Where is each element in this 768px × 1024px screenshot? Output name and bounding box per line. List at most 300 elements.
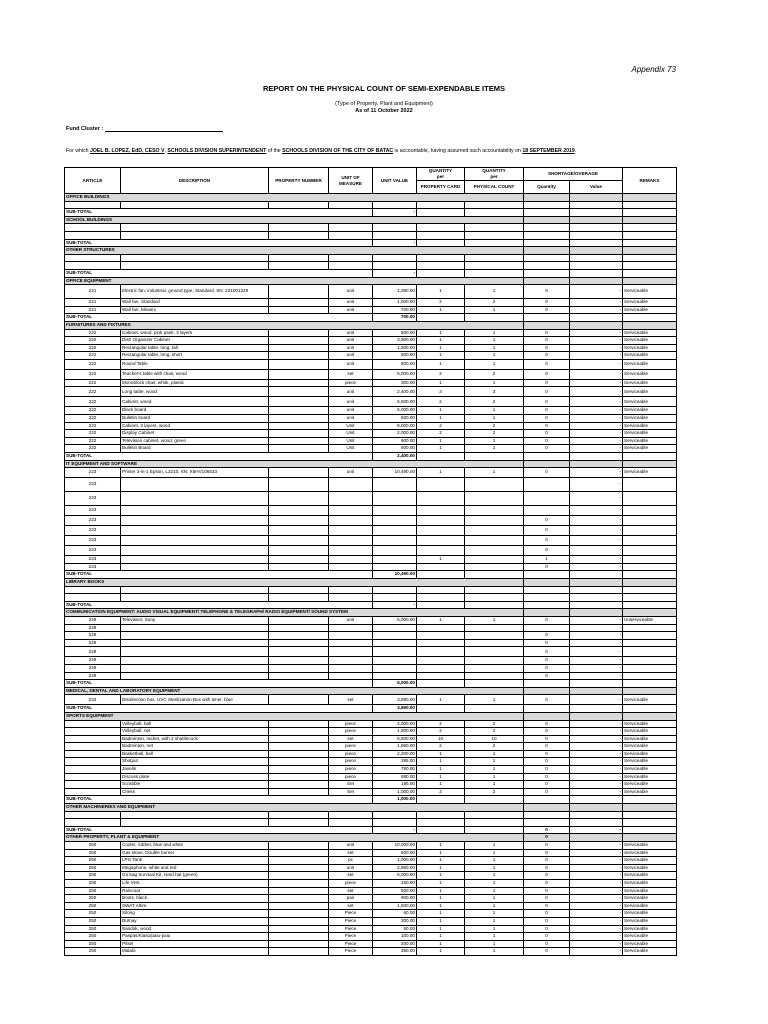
qty-count-cell: [465, 556, 524, 564]
unit-value-cell: 500.00: [373, 415, 417, 423]
remarks-cell: Serviceable: [623, 917, 677, 925]
unit-value-cell: [373, 657, 417, 665]
table-row: [65, 887, 677, 895]
shortage-qty-cell: [524, 601, 570, 609]
foreword-text: ,: [164, 148, 168, 154]
table-row: [65, 728, 677, 736]
table-row: [65, 735, 677, 743]
remarks-cell: Serviceable: [623, 902, 677, 910]
qty-card-cell: [417, 506, 465, 516]
property-number-cell: [269, 337, 329, 345]
subtotal-label: SUB-TOTAL: [65, 571, 373, 579]
category-label: OFFICE BUILDINGS: [65, 194, 524, 202]
description-cell: Raincoat: [121, 887, 269, 895]
shortage-qty-cell: 0: [524, 285, 570, 299]
category-label: SPORTS EQUIPMENT: [65, 712, 524, 720]
qty-card-cell: [417, 536, 465, 546]
qty-count-cell: [465, 492, 524, 506]
empty-cell: [623, 834, 677, 842]
property-number-cell: [269, 672, 329, 680]
unit-value-cell: 1,000.00: [373, 788, 417, 796]
shortage-value-cell: -: [570, 788, 623, 796]
unit-cell: piece: [329, 766, 373, 774]
unit-value-cell: 5,000.00: [373, 872, 417, 880]
article-cell: [65, 758, 121, 766]
unit-cell: set: [329, 849, 373, 857]
shortage-qty-cell: 0: [524, 329, 570, 337]
empty-cell: [465, 262, 524, 270]
empty-cell: [465, 209, 524, 217]
unit-value-cell: 5,500.00: [373, 397, 417, 407]
empty-cell: [623, 262, 677, 270]
remarks-cell: [623, 492, 677, 506]
shortage-value-cell: -: [570, 940, 623, 948]
unit-cell: pc: [329, 857, 373, 865]
unit-cell: [329, 664, 373, 672]
article-cell: 229: [65, 616, 121, 624]
property-number-cell: [269, 743, 329, 751]
unit-value-cell: 2,400.00: [373, 387, 417, 397]
remarks-cell: Serviceable: [623, 422, 677, 430]
table-row: [65, 639, 677, 647]
empty-cell: [121, 811, 269, 819]
shortage-qty-cell: 0: [524, 766, 570, 774]
article-cell: 222: [65, 379, 121, 387]
col-property-number: PROPERTY NUMBER: [269, 168, 329, 194]
qty-count-cell: 1: [465, 895, 524, 903]
property-number-cell: [269, 329, 329, 337]
unit-value-cell: 5,000.00: [373, 616, 417, 624]
qty-count-cell: 2: [465, 728, 524, 736]
foreword-text: For which: [66, 148, 90, 154]
qty-card-cell: 1: [417, 948, 465, 956]
table-row: [65, 948, 677, 956]
empty-cell: [570, 460, 623, 468]
shortage-qty-cell: [524, 277, 570, 285]
shortage-qty-cell: 0: [524, 516, 570, 526]
unit-cell: set: [329, 902, 373, 910]
shortage-value-cell: -: [570, 933, 623, 941]
remarks-cell: Serviceable: [623, 887, 677, 895]
remarks-cell: [623, 657, 677, 665]
shortage-qty-cell: 0: [524, 369, 570, 379]
qty-card-cell: [417, 478, 465, 492]
empty-cell: [623, 804, 677, 812]
empty-cell: [570, 216, 623, 224]
category-label: OTHER STRUCTURES: [65, 247, 524, 255]
qty-card-cell: 1: [417, 902, 465, 910]
empty-cell: [465, 680, 524, 688]
unit-cell: unit: [329, 299, 373, 307]
article-cell: [65, 773, 121, 781]
col-article: ARTICLE: [65, 168, 121, 194]
unit-value-cell: 3,900.00: [373, 337, 417, 345]
article-cell: 222: [65, 397, 121, 407]
unit-value-cell: 1,000.00: [373, 299, 417, 307]
shortage-value-cell: [570, 601, 623, 609]
article-cell: 223: [65, 526, 121, 536]
category-row: [65, 247, 677, 255]
shortage-value-cell: -: [570, 849, 623, 857]
qty-card-cell: 2: [417, 369, 465, 379]
shortage-qty-cell: [524, 321, 570, 329]
article-cell: 250: [65, 879, 121, 887]
empty-cell: [623, 586, 677, 594]
unit-cell: [329, 492, 373, 506]
empty-cell: [465, 571, 524, 579]
shortage-qty-cell: 0: [524, 879, 570, 887]
remarks-cell: [623, 516, 677, 526]
table-row: [65, 910, 677, 918]
empty-cell: [623, 216, 677, 224]
qty-count-cell: 1: [465, 887, 524, 895]
qty-card-cell: 1: [417, 842, 465, 850]
shortage-qty-cell: 0: [524, 948, 570, 956]
unit-cell: [329, 672, 373, 680]
unit-cell: unit: [329, 415, 373, 423]
qty-count-cell: 1: [465, 917, 524, 925]
empty-cell: [570, 594, 623, 602]
shortage-qty-cell: 0: [524, 910, 570, 918]
table-row: [65, 872, 677, 880]
empty-cell: [373, 231, 417, 239]
shortage-value-cell: [570, 680, 623, 688]
shortage-qty-cell: 0: [524, 788, 570, 796]
unit-value-cell: 1,960.00: [373, 743, 417, 751]
empty-cell: [623, 687, 677, 695]
qty-card-cell: 10: [417, 735, 465, 743]
empty-cell: [465, 705, 524, 713]
property-number-cell: [269, 902, 329, 910]
empty-cell: [329, 201, 373, 209]
table-row: [65, 478, 677, 492]
empty-cell: [570, 201, 623, 209]
shortage-qty-cell: [524, 712, 570, 720]
qty-card-cell: 1: [417, 556, 465, 564]
category-row: [65, 277, 677, 285]
article-cell: 221: [65, 285, 121, 299]
qty-count-cell: 10: [465, 735, 524, 743]
unit-value-cell: 2,200.00: [373, 750, 417, 758]
unit-cell: [329, 516, 373, 526]
qty-count-cell: 1: [465, 445, 524, 453]
shortage-qty-cell: [524, 460, 570, 468]
table-row: [65, 337, 677, 345]
shortage-qty-cell: 0: [524, 750, 570, 758]
qty-card-cell: 1: [417, 781, 465, 789]
qty-count-cell: 1: [465, 925, 524, 933]
table-row: [65, 536, 677, 546]
qty-card-cell: 1: [417, 910, 465, 918]
shortage-value-cell: -: [570, 664, 623, 672]
qty-count-cell: 2: [465, 299, 524, 307]
category-row: [65, 712, 677, 720]
unit-cell: [329, 624, 373, 632]
qty-card-cell: 1: [417, 887, 465, 895]
unit-cell: Piece: [329, 910, 373, 918]
empty-cell: [465, 201, 524, 209]
shortage-value-cell: [570, 239, 623, 247]
description-cell: Malabi: [121, 948, 269, 956]
remarks-cell: Serviceable: [623, 407, 677, 415]
property-number-cell: [269, 422, 329, 430]
empty-cell: [417, 209, 465, 217]
qty-count-cell: 1: [465, 359, 524, 369]
empty-cell: [417, 269, 465, 277]
article-cell: 223: [65, 506, 121, 516]
shortage-qty-cell: [524, 492, 570, 506]
shortage-qty-cell: 0: [524, 352, 570, 360]
shortage-value-cell: -: [570, 728, 623, 736]
shortage-value-cell: -: [570, 415, 623, 423]
shortage-value-cell: -: [570, 773, 623, 781]
shortage-value-cell: -: [570, 285, 623, 299]
empty-cell: [623, 796, 677, 804]
shortage-qty-cell: 0: [524, 468, 570, 478]
description-cell: Volleyball, net: [121, 728, 269, 736]
remarks-cell: Serviceable: [623, 925, 677, 933]
shortage-value-cell: -: [570, 492, 623, 506]
description-cell: [121, 639, 269, 647]
empty-cell: [623, 314, 677, 322]
table-row: [65, 352, 677, 360]
empty-cell: [373, 201, 417, 209]
table-row: [65, 647, 677, 657]
unit-value-cell: 10,000.00: [373, 842, 417, 850]
qty-count-cell: 2: [465, 369, 524, 379]
qty-count-cell: 1: [465, 695, 524, 705]
empty-cell: [623, 705, 677, 713]
shortage-qty-cell: [524, 314, 570, 322]
shortage-qty-cell: [524, 579, 570, 587]
article-cell: 222: [65, 445, 121, 453]
qty-count-cell: [465, 526, 524, 536]
unit-cell: unit: [329, 842, 373, 850]
empty-cell: [373, 224, 417, 232]
shortage-qty-cell: [524, 209, 570, 217]
qty-count-cell: 1: [465, 616, 524, 624]
article-cell: 233: [65, 695, 121, 705]
qty-count-cell: 3: [465, 387, 524, 397]
empty-cell: [623, 453, 677, 461]
shortage-qty-cell: [524, 796, 570, 804]
shortage-qty-cell: 0: [524, 397, 570, 407]
qty-card-cell: [417, 492, 465, 506]
description-cell: Rectangular table, long, tall: [121, 344, 269, 352]
unit-cell: piece: [329, 758, 373, 766]
article-cell: 250: [65, 864, 121, 872]
qty-count-cell: 1: [465, 766, 524, 774]
report-subtitle: (Type of Property, Plant and Equipment): [335, 101, 433, 107]
empty-cell: [623, 712, 677, 720]
article-cell: 222: [65, 415, 121, 423]
property-number-cell: [269, 468, 329, 478]
unit-value-cell: 680.00: [373, 773, 417, 781]
subtotal-value: -: [373, 209, 417, 217]
property-number-cell: [269, 624, 329, 632]
unit-value-cell: [373, 478, 417, 492]
qty-count-cell: 2: [465, 397, 524, 407]
property-number-cell: [269, 758, 329, 766]
shortage-value-cell: -: [570, 672, 623, 680]
table-row: [65, 329, 677, 337]
remarks-cell: Serviceable: [623, 728, 677, 736]
qty-count-cell: [465, 506, 524, 516]
shortage-qty-cell: [524, 687, 570, 695]
description-cell: Badminton, net: [121, 743, 269, 751]
shortage-qty-cell: 0: [524, 758, 570, 766]
remarks-cell: [623, 526, 677, 536]
empty-cell: [623, 277, 677, 285]
property-number-cell: [269, 445, 329, 453]
shortage-value-cell: -: [570, 407, 623, 415]
property-number-cell: [269, 728, 329, 736]
property-number-cell: [269, 299, 329, 307]
article-cell: 223: [65, 492, 121, 506]
unit-value-cell: 800.00: [373, 849, 417, 857]
property-number-cell: [269, 925, 329, 933]
description-cell: Wall fan, Minami: [121, 306, 269, 314]
empty-cell: [465, 819, 524, 827]
unit-value-cell: [373, 664, 417, 672]
description-cell: Bulletin Board: [121, 445, 269, 453]
fund-cluster: [66, 126, 223, 132]
shortage-qty-cell: 0: [524, 647, 570, 657]
shortage-value-cell: -: [570, 299, 623, 307]
description-cell: Teacher's table with chair, wood: [121, 369, 269, 379]
unit-value-cell: 300.00: [373, 917, 417, 925]
shortage-qty-cell: [524, 680, 570, 688]
remarks-cell: Serviceable: [623, 895, 677, 903]
table-row: [65, 672, 677, 680]
qty-card-cell: 1: [417, 344, 465, 352]
table-row: [65, 857, 677, 865]
unit-cell: unit: [329, 616, 373, 624]
property-number-cell: [269, 788, 329, 796]
table-row: [65, 917, 677, 925]
unit-value-cell: 500.00: [373, 445, 417, 453]
col-qty-card-mid: per: [417, 174, 465, 181]
unit-cell: pair: [329, 895, 373, 903]
table-row: [65, 758, 677, 766]
qty-count-cell: 1: [465, 415, 524, 423]
shortage-qty-cell: 0: [524, 728, 570, 736]
blank-row: [65, 819, 677, 827]
table-row: [65, 379, 677, 387]
empty-cell: [65, 201, 121, 209]
unit-cell: unit: [329, 407, 373, 415]
article-cell: 229: [65, 639, 121, 647]
empty-cell: [623, 579, 677, 587]
qty-count-cell: 1: [465, 285, 524, 299]
qty-count-cell: 1: [465, 306, 524, 314]
col-qty-count-bottom: PHYSICAL COUNT: [465, 181, 524, 194]
article-cell: 250: [65, 842, 121, 850]
unit-value-cell: 200.00: [373, 940, 417, 948]
shortage-value-cell: [570, 453, 623, 461]
unit-value-cell: 5,000.00: [373, 369, 417, 379]
qty-count-cell: 1: [465, 337, 524, 345]
article-cell: 250: [65, 910, 121, 918]
description-cell: [121, 526, 269, 536]
qty-card-cell: 1: [417, 750, 465, 758]
qty-count-cell: 1: [465, 379, 524, 387]
unit-cell: [329, 556, 373, 564]
remarks-cell: Serviceable: [623, 766, 677, 774]
qty-card-cell: [417, 632, 465, 640]
col-remarks: REMAKS: [623, 168, 677, 194]
shortage-value-cell: -: [570, 556, 623, 564]
property-number-cell: [269, 750, 329, 758]
shortage-value-cell: -: [570, 430, 623, 438]
foreword-text: .: [574, 148, 577, 154]
col-description: DESCRIPTION: [121, 168, 269, 194]
shortage-value-cell: -: [570, 948, 623, 956]
inventory-table: [64, 167, 677, 956]
shortage-value-cell: -: [570, 720, 623, 728]
table-row: [65, 563, 677, 571]
article-cell: 250: [65, 933, 121, 941]
shortage-value-cell: -: [570, 306, 623, 314]
qty-card-cell: [417, 516, 465, 526]
remarks-cell: Serviceable: [623, 387, 677, 397]
remarks-cell: [623, 478, 677, 492]
shortage-value-cell: -: [570, 329, 623, 337]
article-cell: 250: [65, 887, 121, 895]
qty-count-cell: 1: [465, 842, 524, 850]
unit-cell: unit: [329, 285, 373, 299]
unit-cell: Unit: [329, 422, 373, 430]
shortage-value-cell: -: [570, 864, 623, 872]
shortage-value-cell: -: [570, 879, 623, 887]
blank-row: [65, 594, 677, 602]
remarks-cell: Serviceable: [623, 306, 677, 314]
remarks-cell: Serviceable: [623, 344, 677, 352]
blank-row: [65, 201, 677, 209]
description-cell: Chess: [121, 788, 269, 796]
empty-cell: [417, 453, 465, 461]
property-number-cell: [269, 887, 329, 895]
property-number-cell: [269, 632, 329, 640]
description-cell: Monoblock chair, white, plastic: [121, 379, 269, 387]
empty-cell: [65, 819, 121, 827]
property-number-cell: [269, 407, 329, 415]
table-row: [65, 750, 677, 758]
table-row: [65, 624, 677, 632]
property-number-cell: [269, 352, 329, 360]
shortage-value-cell: -: [570, 639, 623, 647]
article-cell: 250: [65, 895, 121, 903]
article-cell: [65, 743, 121, 751]
empty-cell: [623, 209, 677, 217]
unit-cell: [329, 563, 373, 571]
shortage-value-cell: -: [570, 352, 623, 360]
empty-cell: [524, 586, 570, 594]
remarks-cell: Serviceable: [623, 948, 677, 956]
property-number-cell: [269, 306, 329, 314]
category-row: [65, 460, 677, 468]
unit-value-cell: [373, 546, 417, 556]
remarks-cell: [623, 563, 677, 571]
empty-cell: [269, 201, 329, 209]
qty-count-cell: 1: [465, 352, 524, 360]
accountable-office: SCHOOLS DIVISION OF THE CITY OF BATAC: [282, 148, 394, 154]
property-number-cell: [269, 720, 329, 728]
empty-cell: [417, 314, 465, 322]
report-title: REPORT ON THE PHYSICAL COUNT OF SEMI-EXPENDABLE ITEMS: [263, 84, 505, 93]
empty-cell: [417, 571, 465, 579]
article-cell: 222: [65, 430, 121, 438]
